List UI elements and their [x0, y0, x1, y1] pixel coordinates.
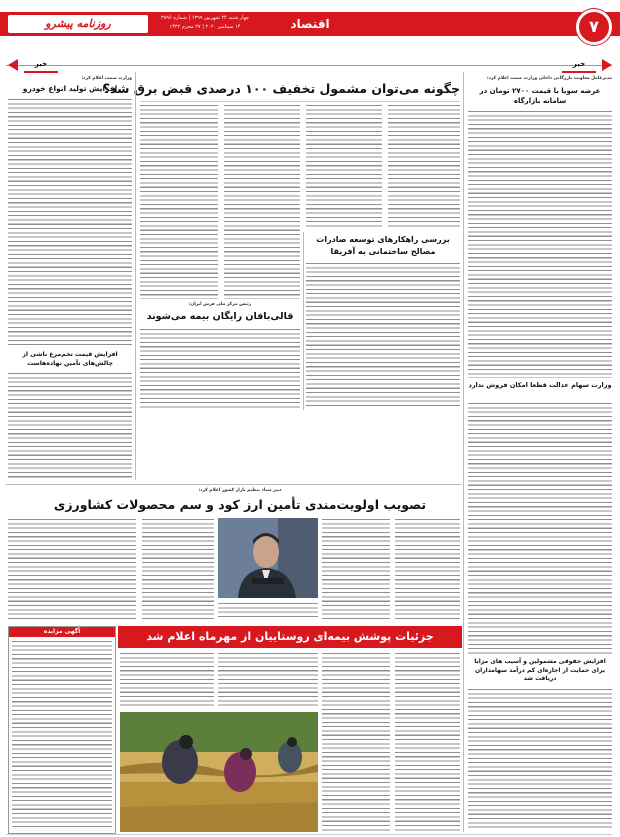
farm-photo	[120, 712, 318, 832]
feature-body-col-1	[395, 518, 460, 620]
feature-body-col-3	[218, 602, 318, 620]
sub-headline-body	[306, 262, 460, 408]
bottom-headline-bar	[118, 626, 462, 648]
right-col-title-2: وزارت سهام عدالت قطعا امکان فروش ندارد	[468, 381, 612, 389]
sub-headline-2-body	[140, 328, 300, 408]
logo-text: روزنامه پیشرو	[45, 17, 111, 30]
sub-kicker: رئیس مرکز ملی فرش ایران:	[188, 302, 252, 307]
col-divider-right	[463, 72, 464, 832]
date-line-2: ۱۴ سپتامبر ۲۰۲۰ | ۲۷ محرم ۱۴۴۲	[169, 24, 241, 30]
bottom-body-col-4	[120, 652, 214, 708]
left-col-body-1	[8, 98, 132, 346]
bottom-rule	[6, 834, 612, 835]
main-headline: چگونه می‌توان مشمول تخفیف ۱۰۰ درصدی قبض برق شد؟	[102, 81, 460, 96]
feature-headline: تصویب اولویت‌مندی تأمین ارز کود و سم محصولات کشاورزی	[53, 497, 427, 512]
page-number: ۷	[589, 17, 599, 36]
main-body-col-3	[224, 104, 300, 299]
portrait-photo-icon	[218, 518, 318, 598]
date-line	[150, 14, 260, 32]
right-col-body-3	[468, 688, 612, 828]
left-col-title: افزایش تولید انواع خودرو	[22, 84, 118, 93]
left-col-body-2	[8, 372, 132, 478]
arrow-left-icon	[8, 59, 18, 71]
portrait-photo	[218, 518, 318, 598]
col-divider-left	[135, 72, 136, 480]
ad-title: آگهی مزایده	[9, 627, 115, 637]
ad-body	[12, 640, 112, 828]
section-title: اقتصاد	[290, 17, 330, 31]
right-col-body-2	[468, 402, 612, 654]
newspaper-logo	[8, 15, 148, 33]
col-divider-main	[303, 232, 304, 410]
main-headline-rule	[140, 101, 460, 102]
right-col-title: عرضه سویا با قیمت ۲۷۰۰ تومان در سامانه بازارگاه	[479, 87, 601, 105]
right-col-box-title: افزایش حقوقی مشمولین و آسیب های مزایا برای حمایت از اجاره‌ای کم درآمد سهامداران دریافت شد	[474, 658, 606, 682]
bottom-body-col-1	[395, 652, 460, 832]
top-rule	[6, 65, 612, 66]
date-line-1: چهار شنبه ۲۴ شهریور ۱۳۹۹ | شماره ۳۸۹۶	[160, 15, 250, 21]
main-body-col-4	[140, 104, 218, 299]
bottom-body-col-3	[218, 652, 318, 708]
main-body-col-1	[388, 104, 460, 229]
ad-box	[8, 626, 116, 834]
news-label-left: خبر	[24, 58, 58, 73]
feature-body-col-2	[322, 518, 390, 620]
sub-headline-2: قالی‌بافان رایگان بیمه می‌شوند	[146, 311, 294, 322]
sub-headline: بررسی راهکارهای توسعه صادرات مصالح ساختمانی به آفریقا	[316, 235, 450, 256]
bottom-headline: جزئیات پوشش بیمه‌ای روستاییان از مهرماه اعلام شد	[146, 630, 434, 643]
news-label-right: خبر	[562, 58, 596, 73]
right-col-kicker: مدیرعامل معاونت بازرگانی داخلی وزارت صمت اعلام کرد:	[486, 76, 612, 81]
feature-kicker: دبیر ستاد تنظیم بازار کشور اعلام کرد:	[198, 488, 282, 493]
bottom-body-col-2	[322, 652, 390, 832]
feature-body-col-5	[8, 518, 136, 620]
main-body-col-2	[306, 104, 382, 229]
left-col-kicker: وزارت صمت اعلام کرد:	[81, 76, 132, 81]
page-number-badge	[576, 9, 612, 45]
right-col-body-1	[468, 110, 612, 378]
arrow-right-icon	[602, 59, 612, 71]
left-col-title-2: افزایش قیمت تخم‌مرغ ناشی از چالش‌های تأمین نهاده‌هاست	[22, 351, 118, 367]
farm-photo-icon	[120, 712, 318, 832]
feature-body-col-4	[142, 518, 214, 620]
feature-top-rule	[6, 484, 462, 485]
